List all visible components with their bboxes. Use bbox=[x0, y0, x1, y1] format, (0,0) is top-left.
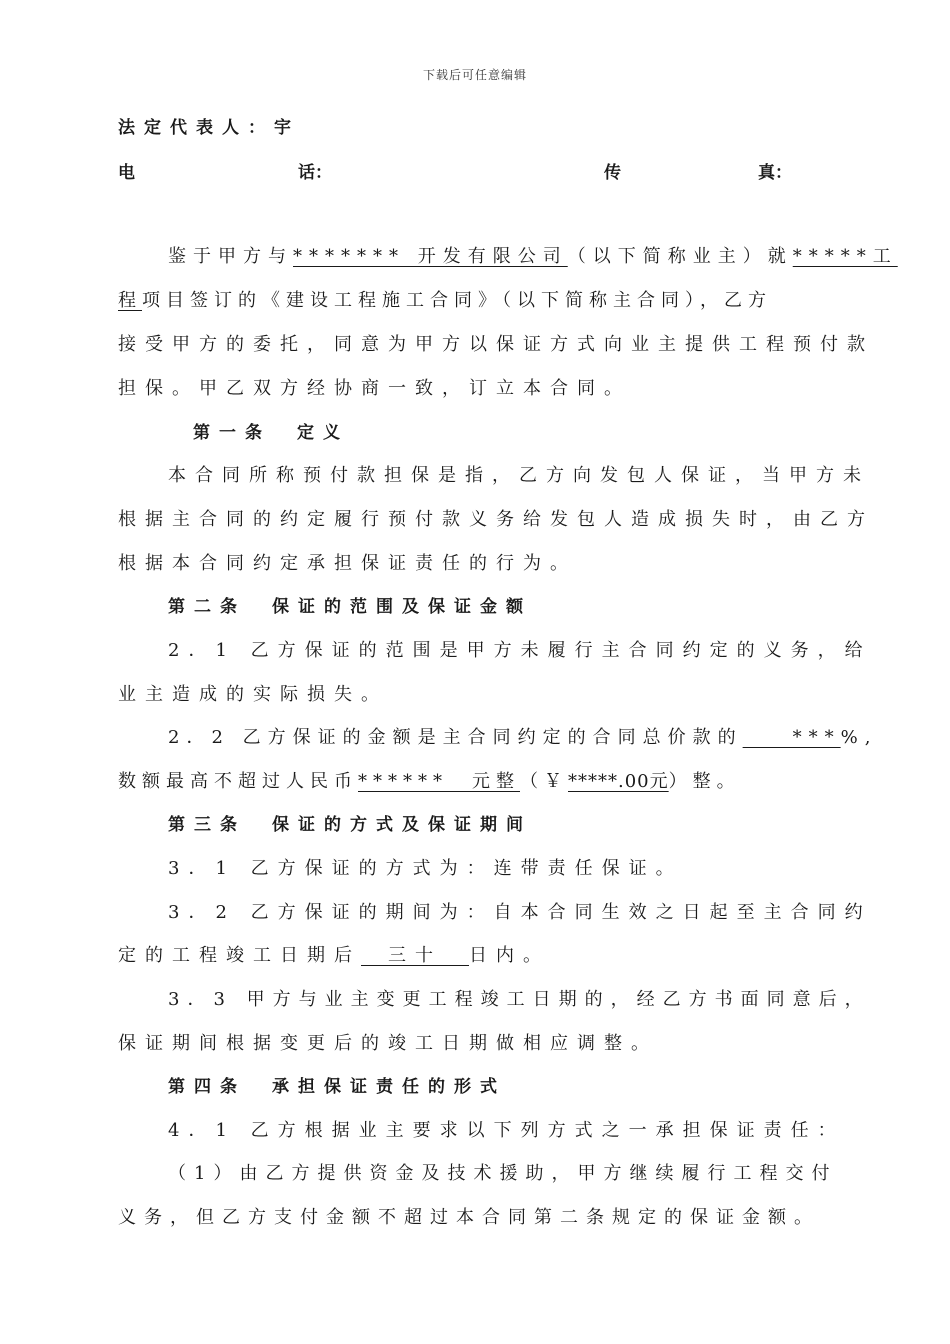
clause-text: 日内。 bbox=[469, 945, 550, 966]
article-4-title: 第四条 承担保证责任的形式 bbox=[168, 1077, 506, 1097]
clause-2-2-line-1 bbox=[168, 726, 888, 750]
fax-label: 传 bbox=[604, 163, 621, 183]
clause-text: 定的工程竣工日期后 bbox=[118, 945, 361, 966]
days-value: 三十 bbox=[361, 945, 469, 966]
article-2-title: 第二条 保证的范围及保证金额 bbox=[168, 597, 532, 617]
intro-text: （以下简称业主）就 bbox=[567, 246, 793, 267]
clause-2-1-line-1: 2．1 乙方保证的范围是甲方未履行主合同约定的义务，给 bbox=[168, 640, 872, 661]
project-name: 程 bbox=[118, 290, 142, 311]
clause-text: ）整。 bbox=[668, 771, 741, 792]
intro-line-4: 担保。甲乙双方经协商一致，订立本合同。 bbox=[118, 378, 631, 399]
header-note: 下载后可任意编辑 bbox=[422, 68, 527, 82]
project-name: *****工 bbox=[792, 246, 898, 267]
legal-representative: 法定代表人：宇 bbox=[118, 118, 300, 138]
item-1-line-1: （1）由乙方提供资金及技术援助，甲方继续履行工程交付 bbox=[168, 1163, 838, 1184]
amount-words: ****** 元整 bbox=[358, 771, 520, 792]
clause-2-2-line-2 bbox=[118, 770, 838, 794]
clause-4-1: 4．1 乙方根据业主要求以下列方式之一承担保证责任： bbox=[168, 1120, 845, 1141]
clause-3-1: 3．1 乙方保证的方式为：连带责任保证。 bbox=[168, 858, 683, 879]
clause-3-3-line-1: 3．3 甲方与业主变更工程竣工日期的，经乙方书面同意后， bbox=[168, 989, 871, 1010]
article-1-line-3: 根据本合同约定承担保证责任的行为。 bbox=[118, 553, 577, 574]
clause-text: （￥ bbox=[520, 771, 568, 792]
percentage-value: *** bbox=[742, 727, 841, 748]
phone-label: 电 bbox=[118, 163, 135, 183]
clause-text: 数额最高不超过人民币 bbox=[118, 771, 358, 792]
phone-colon: 话： bbox=[298, 163, 332, 183]
article-1-title: 第一条 定义 bbox=[193, 423, 349, 443]
intro-text: 鉴于甲方与 bbox=[168, 246, 293, 267]
intro-line-1 bbox=[168, 245, 898, 269]
article-3-title: 第三条 保证的方式及保证期间 bbox=[168, 815, 532, 835]
percent-sign: %, bbox=[840, 727, 878, 748]
fax-colon: 真： bbox=[758, 163, 792, 183]
clause-3-2-line-1: 3．2 乙方保证的期间为：自本合同生效之日起至主合同约 bbox=[168, 902, 872, 923]
intro-line-2 bbox=[118, 289, 838, 313]
company-name: ******* 开发有限公司 bbox=[293, 246, 568, 267]
article-1-line-1: 本合同所称预付款担保是指，乙方向发包人保证，当甲方未 bbox=[168, 465, 870, 486]
article-1-line-2: 根据主合同的约定履行预付款义务给发包人造成损失时，由乙方 bbox=[118, 509, 874, 530]
intro-text: 项目签订的《建设工程施工合同》（以下简称主合同），乙方 bbox=[142, 290, 772, 311]
clause-3-3-line-2: 保证期间根据变更后的竣工日期做相应调整。 bbox=[118, 1033, 658, 1054]
clause-2-1-line-2: 业主造成的实际损失。 bbox=[118, 684, 388, 705]
intro-line-3: 接受甲方的委托，同意为甲方以保证方式向业主提供工程预付款 bbox=[118, 334, 874, 355]
clause-3-2-line-2 bbox=[118, 944, 838, 968]
clause-text: 2．2 乙方保证的金额是主合同约定的合同总价款的 bbox=[168, 727, 743, 748]
amount-number: *****.00元 bbox=[568, 771, 669, 792]
item-1-line-2: 义务，但乙方支付金额不超过本合同第二条规定的保证金额。 bbox=[118, 1207, 820, 1228]
